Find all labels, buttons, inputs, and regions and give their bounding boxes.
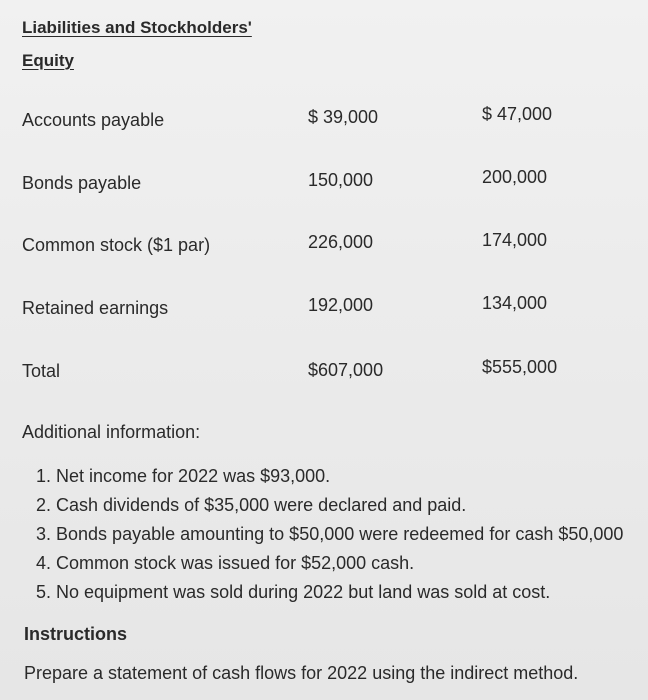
instructions-title: Instructions (24, 624, 128, 644)
retained-earnings-value-col2: 134,000 (482, 293, 548, 313)
bonds-payable-value-col1: 150,000 (308, 170, 374, 190)
accounts-payable-value-col1: $ 39,000 (308, 107, 379, 127)
list-item: 2. Cash dividends of $35,000 were declared and paid. (36, 495, 467, 515)
retained-earnings-value-col1: 192,000 (308, 295, 374, 315)
row-label-accounts-payable: Accounts payable (22, 110, 165, 130)
section-heading-line2: Equity (22, 51, 74, 70)
additional-info-title: Additional information: (22, 422, 201, 442)
list-item: 3. Bonds payable amounting to $50,000 were redeemed for cash $50,000 (36, 524, 624, 544)
additional-info-list (36, 462, 623, 607)
common-stock-value-col1: 226,000 (308, 232, 374, 252)
row-label-total: Total (22, 361, 61, 381)
section-heading-line1: Liabilities and Stockholders' (22, 18, 252, 37)
total-value-col2: $555,000 (482, 357, 558, 377)
total-value-col1: $607,000 (308, 360, 384, 380)
row-label-common-stock: Common stock ($1 par) (22, 235, 211, 255)
list-item: 4. Common stock was issued for $52,000 cash. (36, 553, 415, 573)
list-item: 1. Net income for 2022 was $93,000. (36, 466, 331, 486)
accounts-payable-value-col2: $ 47,000 (482, 104, 553, 124)
bonds-payable-value-col2: 200,000 (482, 167, 548, 187)
instructions-text: Prepare a statement of cash flows for 2022 using the indirect method. (24, 663, 579, 683)
row-label-bonds-payable: Bonds payable (22, 173, 142, 193)
list-item: 5. No equipment was sold during 2022 but land was sold at cost. (36, 582, 551, 602)
common-stock-value-col2: 174,000 (482, 230, 548, 250)
row-label-retained-earnings: Retained earnings (22, 298, 169, 318)
